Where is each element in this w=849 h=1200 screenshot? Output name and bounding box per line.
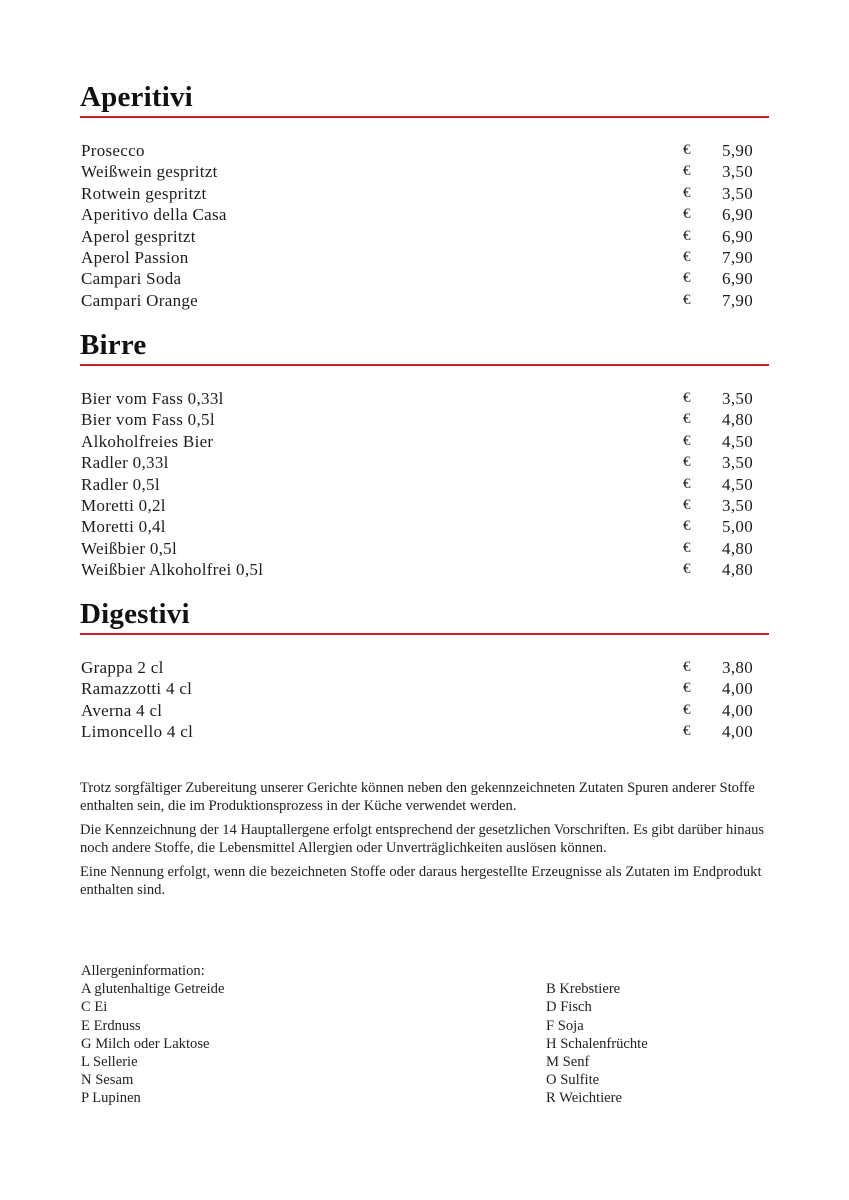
- menu-item-name: Radler 0,33l: [81, 453, 169, 473]
- menu-item: [80, 678, 769, 699]
- menu-item-name: Grappa 2 cl: [81, 658, 164, 677]
- menu-item-name: Aperitivo della Casa: [81, 205, 227, 225]
- note-paragraph: Trotz sorgfältiger Zubereitung unserer Gerichte können neben den gekennzeichneten Zutaten Spuren anderer Stoffe enthalten sein, die im Produktionsprozess in der Küche verwendet werden.: [80, 780, 755, 814]
- section-aperitivi: [80, 80, 769, 311]
- menu-item-name: Bier vom Fass 0,33l: [81, 389, 224, 408]
- menu-item-name: Limoncello 4 cl: [81, 722, 194, 742]
- currency-symbol: €: [683, 454, 691, 471]
- menu-item-name: Moretti 0,2l: [81, 495, 166, 515]
- currency-symbol: €: [683, 184, 691, 201]
- menu-item-name: Radler 0,5l: [81, 474, 160, 494]
- menu-item-price: 4,50: [722, 431, 753, 451]
- currency-symbol: €: [683, 539, 691, 556]
- menu-item-name: Alkoholfreies Bier: [81, 431, 214, 451]
- menu-item: [80, 516, 769, 537]
- menu-item-price: 7,90: [722, 290, 753, 310]
- section-title: Aperitivi: [80, 81, 193, 113]
- menu-item-name: Moretti 0,4l: [81, 517, 166, 537]
- menu-item-name: Ramazzotti 4 cl: [81, 679, 193, 699]
- currency-symbol: €: [683, 163, 691, 180]
- menu-item-price: 3,50: [722, 495, 753, 515]
- currency-symbol: €: [683, 659, 691, 675]
- menu-item-price: 3,50: [722, 162, 753, 182]
- allergen-item: A glutenhaltige Getreide: [81, 981, 225, 998]
- note-paragraph: Eine Nennung erfolgt, wenn die bezeichneten Stoffe oder daraus hergestellte Erzeugnisse als Zutaten im Endprodukt enthalten sind.: [80, 864, 762, 898]
- section-title: Digestivi: [80, 598, 190, 630]
- menu-item-price: 4,00: [722, 700, 753, 720]
- menu-item-name: Aperol gespritzt: [81, 226, 196, 246]
- currency-symbol: €: [683, 270, 691, 287]
- currency-symbol: €: [683, 227, 691, 244]
- menu-item-name: Weißwein gespritzt: [81, 162, 218, 182]
- menu-item: [80, 388, 769, 409]
- menu-item-price: 4,80: [722, 410, 753, 430]
- menu-item: [80, 290, 769, 311]
- menu-item-price: 3,80: [722, 658, 753, 677]
- currency-symbol: €: [683, 475, 691, 492]
- allergen-item: L Sellerie: [81, 1054, 138, 1071]
- section-digestivi: [80, 597, 769, 743]
- allergen-item: R Weichtiere: [546, 1090, 622, 1107]
- menu-item-name: Averna 4 cl: [81, 700, 163, 720]
- menu-item-name: Campari Soda: [81, 269, 182, 289]
- menu-item-price: 6,90: [722, 205, 753, 225]
- currency-symbol: €: [683, 206, 691, 223]
- menu-item-list: [80, 657, 769, 743]
- note-paragraph: Die Kennzeichnung der 14 Hauptallergene erfolgt entsprechend der gesetzlichen Vorschriften. Es gibt darüber hinaus noch andere Stoffe, die Lebensmittel Allergien oder Unverträglichkeiten auslösen können.: [80, 822, 765, 856]
- currency-symbol: €: [683, 390, 691, 406]
- menu-item-price: 7,90: [722, 247, 753, 267]
- allergen-item: M Senf: [546, 1054, 590, 1071]
- menu-item-list: [80, 388, 769, 581]
- menu-item: [80, 183, 769, 204]
- menu-item-price: 4,00: [722, 679, 753, 699]
- menu-item: [80, 452, 769, 473]
- menu-item: [80, 409, 769, 430]
- section-title: Birre: [80, 329, 147, 361]
- menu-item-name: Aperol Passion: [81, 247, 189, 267]
- allergen-legend: [80, 962, 770, 1108]
- menu-item-price: 4,00: [722, 722, 753, 742]
- currency-symbol: €: [683, 432, 691, 449]
- menu-item-price: 4,50: [722, 474, 753, 494]
- menu-item-price: 4,80: [722, 560, 753, 580]
- section-divider: [80, 364, 769, 366]
- currency-symbol: €: [683, 723, 691, 740]
- menu-item-price: 6,90: [722, 226, 753, 246]
- currency-symbol: €: [683, 561, 691, 578]
- allergen-item: F Soja: [546, 1017, 584, 1034]
- menu-item-price: 3,50: [722, 453, 753, 473]
- menu-item-name: Weißbier Alkoholfrei 0,5l: [81, 560, 264, 580]
- menu-item-name: Campari Orange: [81, 290, 199, 310]
- menu-item: [80, 657, 769, 678]
- allergen-item: H Schalenfrüchte: [546, 1035, 648, 1052]
- menu-item: [80, 161, 769, 182]
- menu-item: [80, 431, 769, 452]
- allergen-list: [80, 980, 770, 1107]
- allergen-item: O Sulfite: [546, 1072, 600, 1089]
- menu-item-name: Bier vom Fass 0,5l: [81, 410, 215, 430]
- currency-symbol: €: [683, 248, 691, 265]
- allergen-item: D Fisch: [546, 999, 592, 1016]
- menu-item: [80, 140, 769, 161]
- menu-item: [80, 700, 769, 721]
- menu-item-list: [80, 140, 769, 311]
- allergen-heading: Allergeninformation:: [81, 963, 205, 979]
- currency-symbol: €: [683, 680, 691, 697]
- currency-symbol: €: [683, 291, 691, 308]
- menu-item: [80, 559, 769, 580]
- allergen-item: E Erdnuss: [81, 1017, 141, 1034]
- currency-symbol: €: [683, 142, 691, 158]
- menu-item: [80, 226, 769, 247]
- allergen-item: C Ei: [81, 999, 108, 1016]
- allergen-item: P Lupinen: [81, 1090, 141, 1107]
- menu-item: [80, 721, 769, 742]
- menu-item-price: 5,00: [722, 517, 753, 537]
- allergen-notes: [80, 780, 770, 906]
- menu-item: [80, 268, 769, 289]
- menu-item-name: Weißbier 0,5l: [81, 538, 178, 558]
- currency-symbol: €: [683, 411, 691, 428]
- allergen-item: G Milch oder Laktose: [81, 1035, 210, 1052]
- section-birre: [80, 328, 769, 581]
- currency-symbol: €: [683, 496, 691, 513]
- menu-item: [80, 247, 769, 268]
- menu-item-price: 3,50: [722, 389, 753, 408]
- currency-symbol: €: [683, 518, 691, 535]
- menu-item-name: Prosecco: [81, 141, 145, 160]
- menu-item: [80, 538, 769, 559]
- allergen-item: B Krebstiere: [546, 981, 621, 998]
- allergen-item: N Sesam: [81, 1072, 134, 1089]
- menu-item: [80, 204, 769, 225]
- menu-item-price: 4,80: [722, 538, 753, 558]
- menu-item-price: 6,90: [722, 269, 753, 289]
- menu-item-price: 3,50: [722, 183, 753, 203]
- menu-item: [80, 474, 769, 495]
- section-divider: [80, 116, 769, 118]
- section-divider: [80, 633, 769, 635]
- currency-symbol: €: [683, 701, 691, 718]
- menu-item-name: Rotwein gespritzt: [81, 183, 207, 203]
- menu-item: [80, 495, 769, 516]
- menu-item-price: 5,90: [722, 141, 753, 160]
